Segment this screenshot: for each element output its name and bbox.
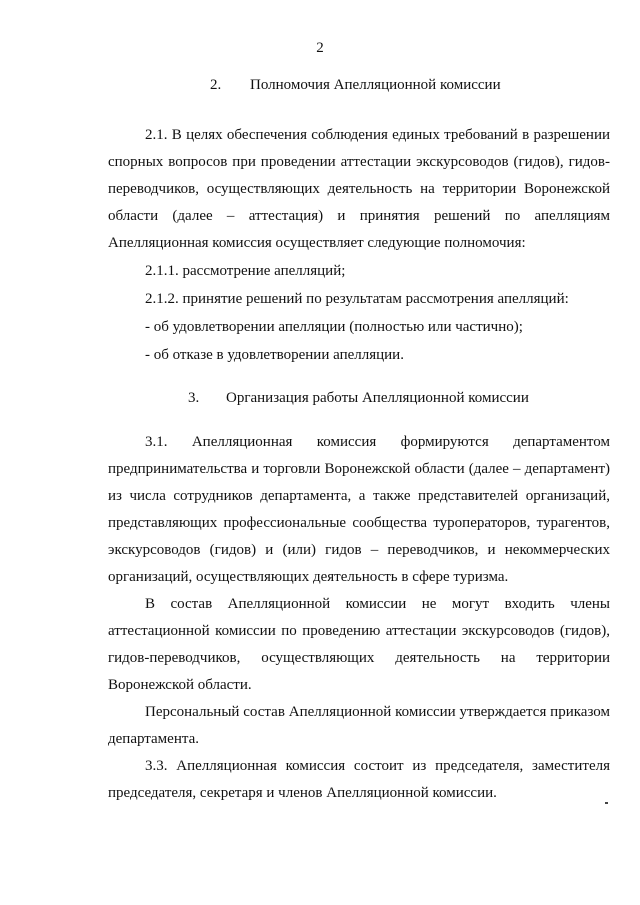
paragraph-personal-composition: Персональный состав Апелляционной комиссии утверждается приказом департамента. [108,704,610,747]
paragraph-3-3: 3.3. Апелляционная комиссия состоит из председателя, заместителя председателя, секретаря и членов Апелляционной комиссии. [108,758,610,801]
section-2-number: 2. [210,77,222,93]
section-3-number: 3. [188,390,200,406]
section-3-title: Организация работы Апелляционной комиссии [226,390,529,406]
section-2-title: Полномочия Апелляционной комиссии [250,77,501,93]
paragraph-composition: В состав Апелляционной комиссии не могут входить члены аттестационной комиссии по проведению аттестации экскурсоводов (гидов), гидов-переводчиков, осуществляющих деятельность на территории Воронежской области. [108,596,610,693]
paragraph-2-1-1: 2.1.1. рассмотрение апелляций; [145,263,346,279]
page-number: 2 [316,40,324,56]
list-item-satisfy: - об удовлетворении апелляции (полностью или частично); [145,319,523,335]
list-item-refuse: - об отказе в удовлетворении апелляции. [145,347,404,363]
paragraph-3-1: 3.1. Апелляционная комиссия формируются департаментом предпринимательства и торговли Воронежской области (далее – департамент) из числа сотрудников департамента, а также представителей организаций, представляющих профессиональные сообщества туроператоров, турагентов, экскурсоводов (гидов) и (или) гидов – переводчиков, и некоммерческих организаций, осуществляющих деятельность в сфере туризма. [108,434,610,585]
section-2-body [108,122,610,369]
section-3-body [108,429,610,807]
paragraph-2-1: 2.1. В целях обеспечения соблюдения единых требований в разрешении спорных вопросов при проведении аттестации экскурсоводов (гидов), гидов-переводчиков, осуществляющих деятельность на территории Воронежской области (далее – аттестация) и принятия решений по апелляциям Апелляционная комиссия осуществляет следующие полномочия: [108,127,610,251]
scan-artifact [605,802,608,804]
paragraph-2-1-2: 2.1.2. принятие решений по результатам рассмотрения апелляций: [145,291,569,307]
